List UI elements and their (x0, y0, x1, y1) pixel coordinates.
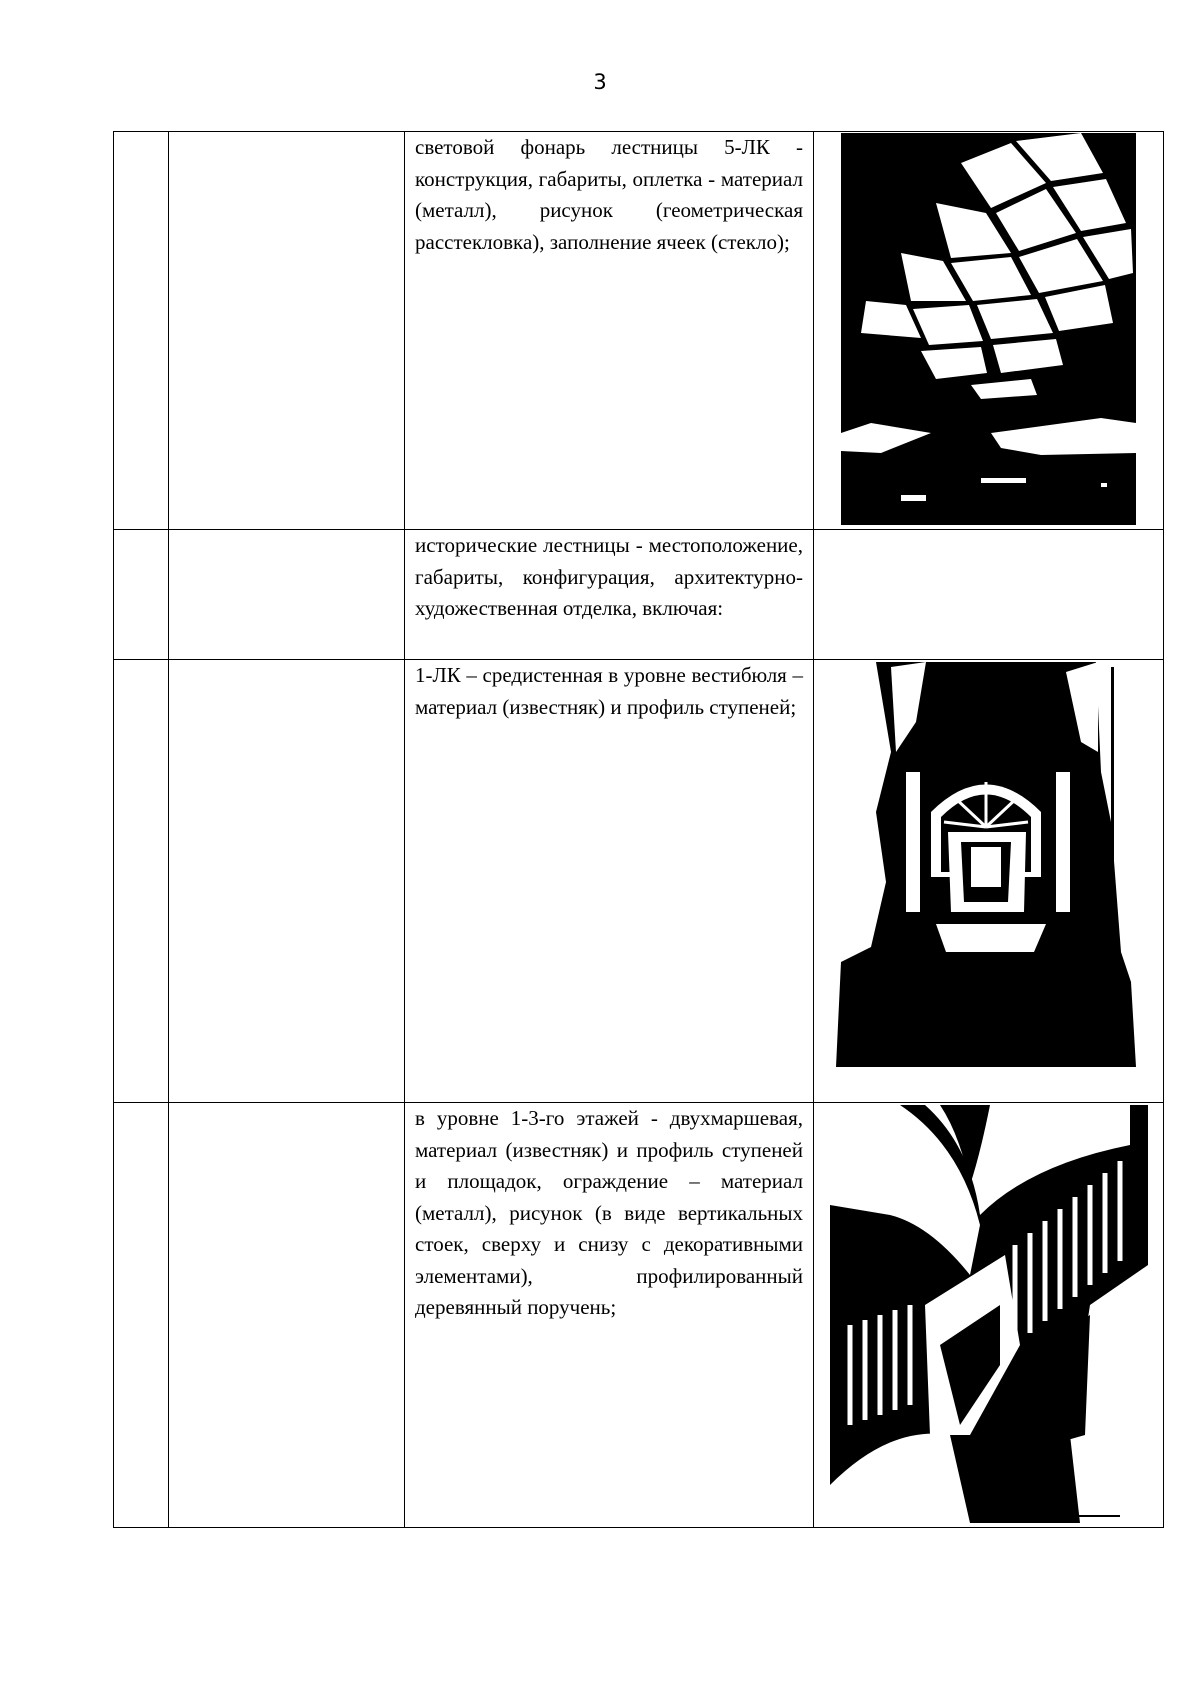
feature-category-cell (169, 530, 405, 660)
page-number: 3 (593, 70, 607, 94)
table-row (114, 530, 1164, 660)
row-number-cell (114, 132, 169, 530)
feature-description: световой фонарь лестницы 5-ЛК - конструкция, габариты, оплетка - материал (металл), рисунок (геометрическая расстекловка), заполнение ячеек (стекло); (415, 135, 803, 254)
vestibule-staircase-photo (836, 662, 1141, 1067)
photo-cell (814, 1103, 1164, 1528)
table-row (114, 1103, 1164, 1528)
table-row (114, 660, 1164, 1103)
description-cell (405, 530, 814, 660)
row-number-cell (114, 1103, 169, 1528)
photo-cell (814, 132, 1164, 530)
description-cell (405, 660, 814, 1103)
feature-description: 1-ЛК – средистенная в уровне вестибюля – материал (известняк) и профиль ступеней; (415, 663, 803, 719)
description-cell (405, 132, 814, 530)
description-cell (405, 1103, 814, 1528)
feature-category-cell (169, 1103, 405, 1528)
photo-cell (814, 660, 1164, 1103)
feature-description: исторические лестницы - местоположение, габариты, конфигурация, архитектурно-художественная отделка, включая: (415, 533, 803, 620)
feature-description: в уровне 1-3-го этажей - двухмаршевая, материал (известняк) и профиль ступеней и площадок, ограждение – материал (металл), рисунок (в виде вертикальных стоек, сверху и снизу с декоративными элементами), профилированный деревянный поручень; (415, 1106, 803, 1319)
feature-category-cell (169, 660, 405, 1103)
row-number-cell (114, 660, 169, 1103)
monument-features-table (113, 131, 1164, 1528)
photo-cell (814, 530, 1164, 660)
skylight-photo (841, 133, 1136, 525)
feature-category-cell (169, 132, 405, 530)
two-flight-staircase-photo (830, 1105, 1148, 1523)
row-number-cell (114, 530, 169, 660)
table-row (114, 132, 1164, 530)
